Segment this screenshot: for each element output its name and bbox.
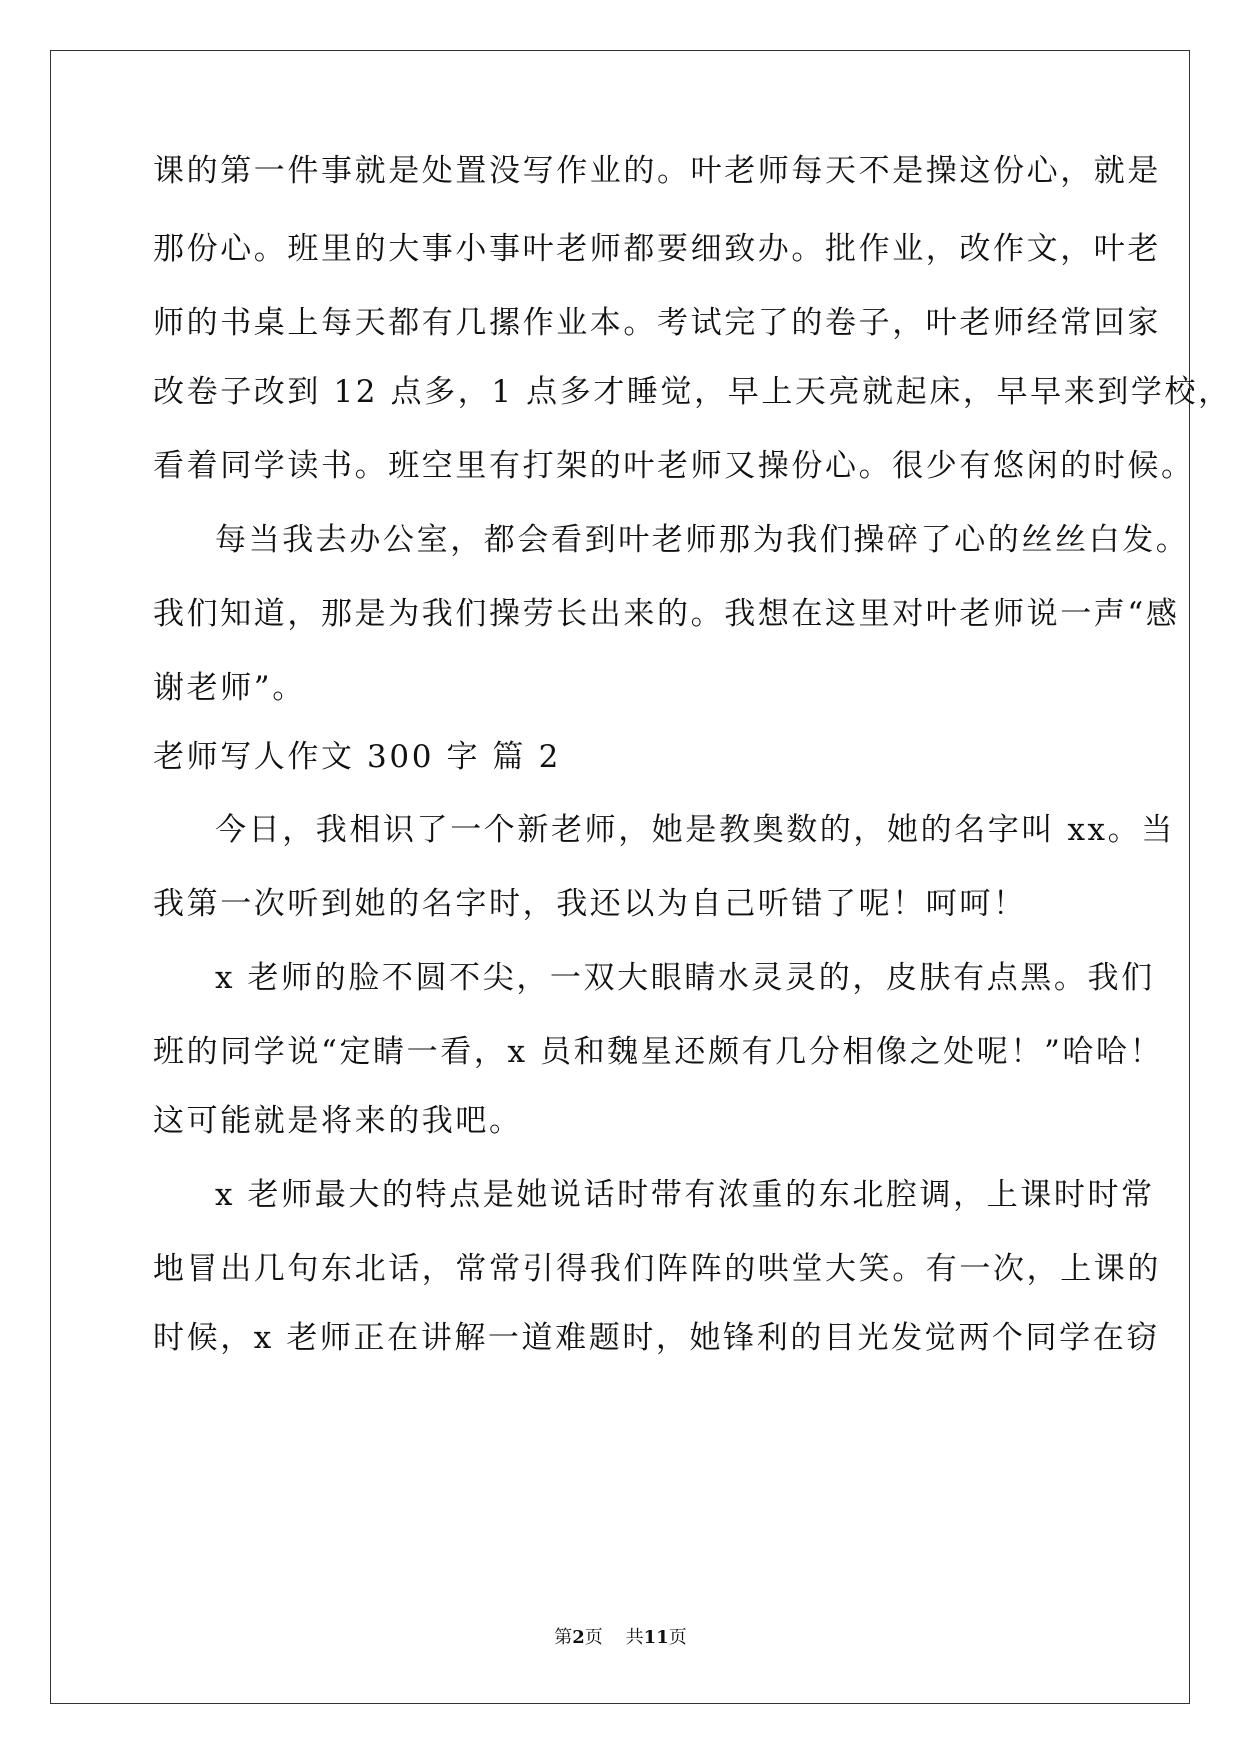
text-line-8: 谢老师”。 [153, 670, 306, 706]
text-line-1: 课的第一件事就是处置没写作业的。叶老师每天不是操这份心，就是 [153, 153, 1161, 189]
text-line-16: 时候，x 老师正在讲解一道难题时，她锋利的目光发觉两个同学在窃 [153, 1320, 1160, 1356]
text-line-7: 我们知道，那是为我们操劳长出来的。我想在这里对叶老师说一声“感 [153, 596, 1180, 632]
total-pages: 11 [643, 1627, 669, 1648]
page-prefix: 第 [554, 1627, 573, 1648]
text-line-13: 这可能就是将来的我吧。 [153, 1103, 523, 1139]
page-border [50, 50, 1190, 1704]
text-line-4: 改卷子改到 12 点多，1 点多才睡觉，早上天亮就起床，早早来到学校， [153, 374, 1232, 410]
total-suffix: 页 [668, 1627, 687, 1648]
page-footer [0, 1626, 1241, 1650]
page-suffix: 页 [584, 1627, 603, 1648]
text-line-9: 今日，我相识了一个新老师，她是教奥数的，她的名字叫 xx。当 [215, 812, 1175, 848]
section-heading: 老师写人作文 300 字 篇 2 [153, 739, 561, 775]
text-line-3: 师的书桌上每天都有几摞作业本。考试完了的卷子，叶老师经常回家 [153, 305, 1161, 341]
text-line-2: 那份心。班里的大事小事叶老师都要细致办。批作业，改作文，叶老 [153, 231, 1161, 267]
total-prefix: 共 [625, 1627, 644, 1648]
text-line-6: 每当我去办公室，都会看到叶老师那为我们操碎了心的丝丝白发。 [215, 522, 1190, 558]
text-line-11: x 老师的脸不圆不尖，一双大眼睛水灵灵的，皮肤有点黑。我们 [215, 960, 1155, 996]
text-line-15: 地冒出几句东北话，常常引得我们阵阵的哄堂大笑。有一次，上课的 [153, 1251, 1161, 1287]
text-line-14: x 老师最大的特点是她说话时带有浓重的东北腔调，上课时时常 [215, 1177, 1155, 1213]
text-line-10: 我第一次听到她的名字时，我还以为自己听错了呢！呵呵！ [153, 886, 1027, 922]
page-number: 2 [572, 1627, 585, 1648]
text-line-12: 班的同学说“定睛一看，x 员和魏星还颇有几分相像之处呢！”哈哈！ [153, 1034, 1164, 1070]
text-line-5: 看着同学读书。班空里有打架的叶老师又操份心。很少有悠闲的时候。 [153, 448, 1195, 484]
